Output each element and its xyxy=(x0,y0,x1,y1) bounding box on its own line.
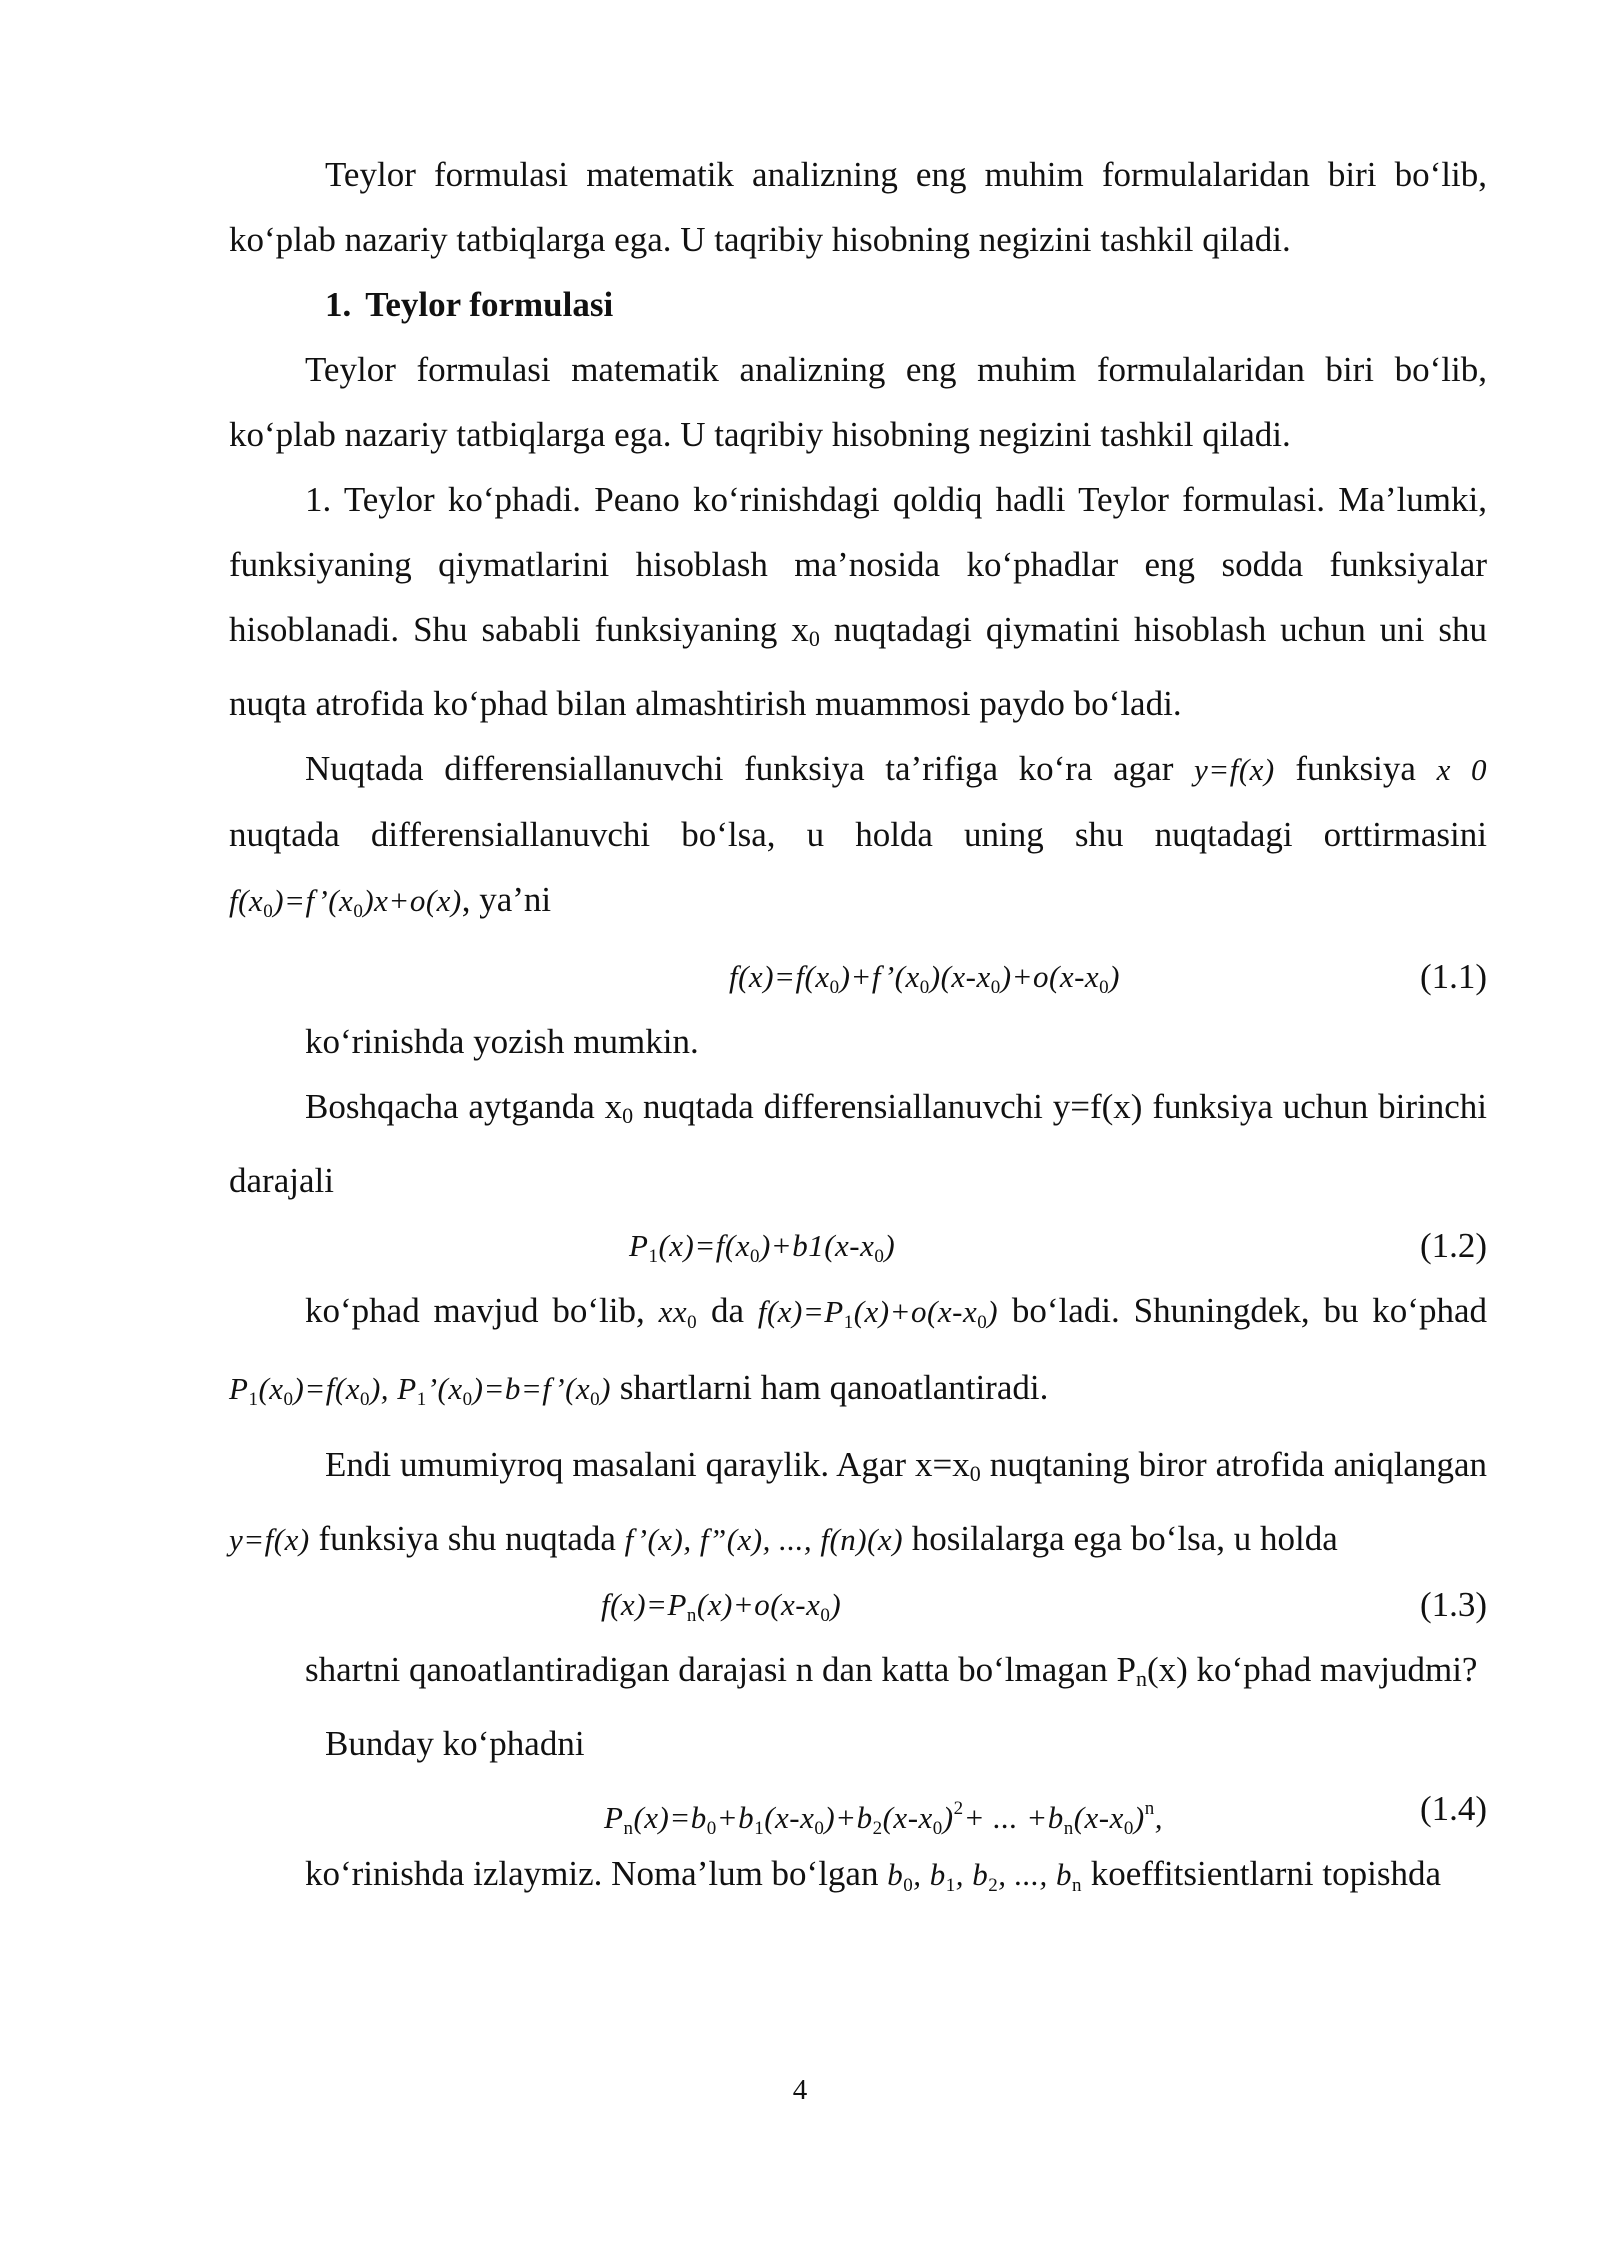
endi-paragraph xyxy=(229,1432,1487,1572)
equation-number-1-1: (1.1) xyxy=(1419,957,1487,996)
bosh-text-b: nuqtada differensiallanuvchi y=f(x) funksiya uchun birinchi darajali xyxy=(229,1087,1487,1200)
math-y-fx-2: y=f(x) xyxy=(229,1522,310,1557)
section-number: 1. xyxy=(325,285,352,324)
endi-text-d: hosilalarga ega bo‘lsa, u holda xyxy=(903,1519,1338,1558)
equation-number-1-4: (1.4) xyxy=(1419,1789,1487,1828)
differentiable-paragraph xyxy=(229,736,1487,944)
repeat-paragraph xyxy=(229,337,1487,467)
formula-1-1: $f(x)=f(x_0)+f’(x_0)(x-x_0)+o(x-x_0)$ xyxy=(729,959,1120,998)
diff-text-b: funksiya xyxy=(1274,749,1437,788)
shartni-paragraph xyxy=(229,1637,1487,1711)
math-x-x0: $xx_0$ xyxy=(658,1294,698,1333)
bunday-text: Bunday ko‘phadni xyxy=(325,1724,585,1763)
diff-text-d: , ya’ni xyxy=(461,880,552,919)
intro-line-1: Teylor formulasi matematik analizning eng muhim formulalaridan biri bo‘lib, xyxy=(325,155,1487,194)
intro-line-2: ko‘plab nazariy tatbiqlarga ega. U taqribiy hisobning negizini tashkil qiladi. xyxy=(229,220,1291,259)
endi-text-c: funksiya shu nuqtada xyxy=(309,1519,625,1558)
equation-1-4 xyxy=(229,1776,1487,1841)
peano-text: 1. Teylor ko‘phadi. Peano ko‘rinishdagi qoldiq hadli Teylor formulasi. Ma’lumki, funksiyaning qiymatlarini hisoblash ma’nosida ko‘phadlar eng sodda funksiyalar hisoblanadi. Shu sababli funksiyaning x xyxy=(229,480,1487,649)
last-text-b: koeffitsientlarni topishda xyxy=(1081,1854,1441,1893)
math-x0: x 0 xyxy=(1436,752,1487,787)
section-heading xyxy=(229,272,1487,337)
math-fx-p1: $f(x)=P_1(x)+o(x-x_0)$ xyxy=(757,1294,999,1333)
math-derivatives: f’(x), f”(x), ..., f(n)(x) xyxy=(624,1522,904,1557)
diff-text-c: nuqtada differensiallanuvchi bo‘lsa, u holda uning shu nuqtadagi orttirmasini xyxy=(229,815,1487,854)
kophad-text-c: bo‘ladi. Shuningdek, bu ko‘phad xyxy=(998,1291,1487,1330)
kophad-text-a: ko‘phad mavjud bo‘lib, xyxy=(305,1291,659,1330)
bosh-subscript: 0 xyxy=(622,1103,634,1128)
repeat-line-1: Teylor formulasi matematik analizning eng muhim formulalaridan biri bo‘lib, xyxy=(305,350,1487,389)
formula-1-2: $P_1(x)=f(x_0)+b1(x-x_0)$ xyxy=(629,1228,896,1267)
diff-text-a: Nuqtada differensiallanuvchi funksiya ta’rifiga ko‘ra agar xyxy=(305,749,1195,788)
bosh-text-a: Boshqacha aytganda x xyxy=(305,1087,623,1126)
after-eq1-text: ko‘rinishda yozish mumkin. xyxy=(305,1022,699,1061)
peano-text-end: nuqtadagi qiymatini hisoblash uchun uni shu nuqta atrofida ko‘phad bilan almashtirish muammosi paydo bo‘ladi. xyxy=(229,610,1487,723)
equation-1-2 xyxy=(229,1213,1487,1278)
math-increment: $f(x_0)=f’(x_0)x+o(x)$ xyxy=(229,883,462,922)
math-p1-conditions: $P_1(x_0)=f(x_0)$, $P_1’(x_0)=b=f’(x_0)$ xyxy=(229,1371,611,1410)
formula-1-4: $P_n(x)=b_0+b_1(x-x_0)+b_2(x-x_0)^2+$ ... $+b_n(x-x_0)^n$, xyxy=(604,1798,1163,1839)
equation-1-1 xyxy=(229,944,1487,1009)
document-page xyxy=(229,142,1487,1918)
peano-subscript: 0 xyxy=(808,626,820,651)
shart-text-b: (x) ko‘phad mavjudmi? xyxy=(1146,1650,1478,1689)
section-title: Teylor formulasi xyxy=(365,285,614,324)
intro-paragraph xyxy=(229,142,1487,272)
formula-1-3: $f(x)=P_n(x)+o(x-x_0)$ xyxy=(601,1587,842,1626)
endi-text-a: Endi umumiyroq masalani qaraylik. Agar x=x xyxy=(325,1445,970,1484)
equation-number-1-3: (1.3) xyxy=(1419,1585,1487,1624)
equation-number-1-2: (1.2) xyxy=(1419,1226,1487,1265)
boshqacha-paragraph xyxy=(229,1074,1487,1213)
kophad-paragraph xyxy=(229,1278,1487,1432)
endi-subscript: 0 xyxy=(969,1461,981,1486)
shart-text-a: shartni qanoatlantiradigan darajasi n dan katta bo‘lmagan P xyxy=(305,1650,1136,1689)
repeat-line-2: ko‘plab nazariy tatbiqlarga ega. U taqribiy hisobning negizini tashkil qiladi. xyxy=(229,415,1291,454)
equation-1-3 xyxy=(229,1572,1487,1637)
peano-paragraph xyxy=(229,467,1487,736)
kophad-text-d: shartlarni ham qanoatlantiradi. xyxy=(611,1368,1049,1407)
bunday-paragraph xyxy=(229,1711,1487,1776)
page-number: 4 xyxy=(792,2074,808,2106)
math-y-eq-fx: y=f(x) xyxy=(1194,752,1275,787)
shart-subscript: n xyxy=(1135,1666,1147,1691)
last-text-a: ko‘rinishda izlaymiz. Noma’lum bo‘lgan xyxy=(305,1854,888,1893)
math-coefficients: $b_0$, $b_1$, $b_2$, ..., $b_n$ xyxy=(887,1857,1082,1896)
endi-text-b: nuqtaning biror atrofida aniqlangan xyxy=(980,1445,1488,1484)
kophad-text-b: da xyxy=(697,1291,758,1330)
